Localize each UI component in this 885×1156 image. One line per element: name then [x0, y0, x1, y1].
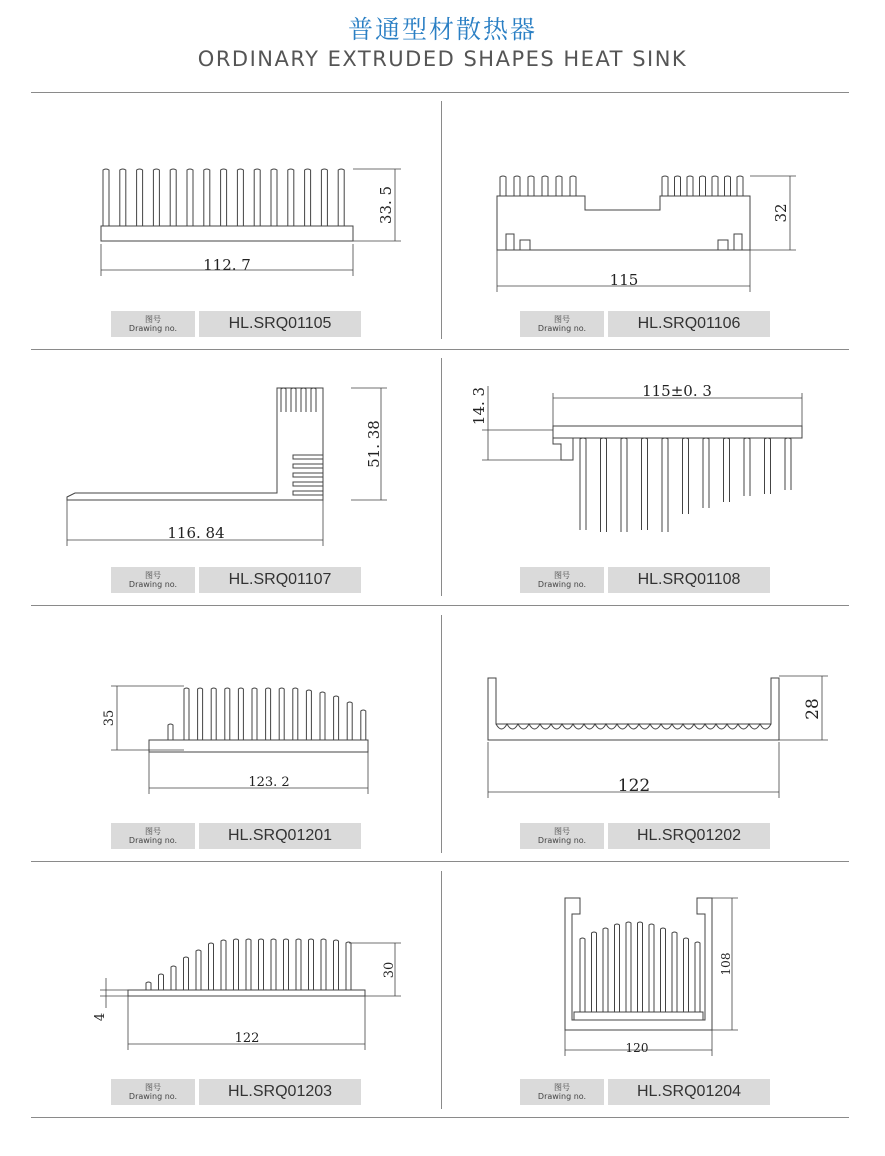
height-dimension: 33. 5	[377, 185, 395, 225]
drawing-card	[31, 616, 441, 871]
drawing-number: HL.SRQ01106	[608, 311, 770, 337]
drawing-number: HL.SRQ01201	[199, 823, 361, 849]
heat-sink-profile-drawing	[440, 872, 850, 1077]
heat-sink-profile-drawing	[31, 872, 441, 1077]
drawing-number-tag	[520, 311, 770, 337]
width-dimension: 122	[617, 776, 651, 796]
drawing-no-label: 图号 Drawing no.	[520, 311, 604, 337]
drawing-no-label: 图号 Drawing no.	[111, 311, 195, 337]
drawing-no-label: 图号 Drawing no.	[520, 567, 604, 593]
drawing-number: HL.SRQ01204	[608, 1079, 770, 1105]
drawing-number-tag	[520, 1079, 770, 1105]
height-dimension: 35	[102, 709, 117, 727]
height-dimension: 30	[382, 961, 397, 979]
drawing-number: HL.SRQ01202	[608, 823, 770, 849]
drawing-number-tag	[111, 567, 361, 593]
drawing-card	[440, 360, 850, 615]
drawing-card	[440, 104, 850, 359]
drawing-no-label: 图号 Drawing no.	[111, 567, 195, 593]
width-dimension: 123. 2	[248, 775, 290, 790]
heat-sink-profile-drawing	[31, 104, 441, 309]
drawing-card	[440, 616, 850, 871]
width-dimension: 116. 84	[167, 524, 225, 542]
base-thickness-dimension: 4	[93, 1012, 108, 1022]
height-dimension: 108	[719, 952, 733, 976]
drawing-number-tag	[520, 823, 770, 849]
height-dimension: 28	[803, 698, 823, 720]
drawing-no-label: 图号 Drawing no.	[111, 1079, 195, 1105]
heat-sink-profile-drawing	[31, 360, 441, 565]
page-title-en: ORDINARY EXTRUDED SHAPES HEAT SINK	[197, 47, 688, 71]
drawing-number: HL.SRQ01108	[608, 567, 770, 593]
heat-sink-profile-drawing	[440, 616, 850, 821]
drawing-no-label: 图号 Drawing no.	[520, 1079, 604, 1105]
drawing-card	[31, 360, 441, 615]
drawing-number: HL.SRQ01203	[199, 1079, 361, 1105]
width-dimension: 115	[609, 271, 639, 289]
drawing-number-tag	[111, 311, 361, 337]
drawing-number-tag	[520, 567, 770, 593]
drawing-card	[440, 872, 850, 1127]
height-dimension: 32	[772, 203, 790, 223]
page-title-cn: 普通型材散热器	[347, 15, 537, 44]
height-dimension: 51. 38	[365, 420, 383, 468]
heat-sink-profile-drawing	[440, 104, 850, 309]
drawing-number: HL.SRQ01105	[199, 311, 361, 337]
width-dimension: 112. 7	[203, 256, 251, 274]
width-dimension: 115±0. 3	[642, 382, 712, 400]
drawing-number-tag	[111, 823, 361, 849]
drawing-no-label: 图号 Drawing no.	[111, 823, 195, 849]
height-dimension: 14. 3	[470, 386, 488, 426]
drawing-no-label: 图号 Drawing no.	[520, 823, 604, 849]
drawing-card	[31, 872, 441, 1127]
drawing-card	[31, 104, 441, 359]
width-dimension: 122	[234, 1031, 260, 1046]
drawing-number-tag	[111, 1079, 361, 1105]
divider	[31, 92, 849, 93]
heat-sink-profile-drawing	[31, 616, 441, 821]
drawing-number: HL.SRQ01107	[199, 567, 361, 593]
width-dimension: 120	[625, 1041, 649, 1055]
heat-sink-profile-drawing	[440, 360, 850, 565]
